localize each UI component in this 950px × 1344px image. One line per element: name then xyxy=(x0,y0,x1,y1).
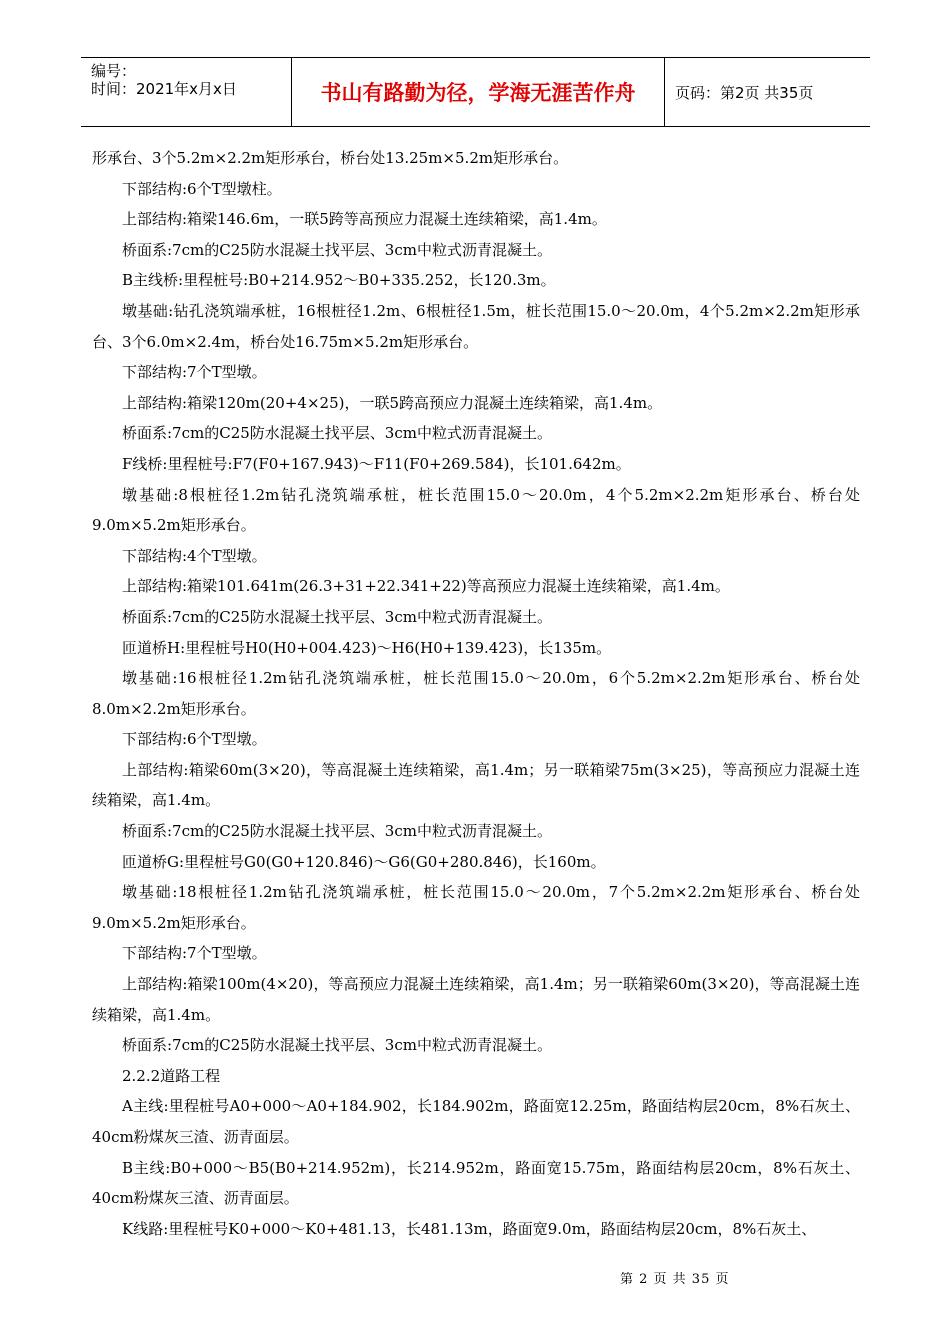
paragraph: 匝道桥G:里程桩号G0(G0+120.846)～G6(G0+280.846)，长160m。 xyxy=(122,852,606,871)
paragraph: 匝道桥H:里程桩号H0(H0+004.423)～H6(H0+139.423)，长135m。 xyxy=(122,638,612,657)
paragraph: 下部结构:7个T型墩。 xyxy=(122,944,267,963)
paragraph: 下部结构:7个T型墩。 xyxy=(122,363,267,382)
paragraph: 上部结构:箱梁101.641m(26.3+31+22.341+22)等高预应力混凝土连续箱梁，高1.4m。 xyxy=(122,577,730,596)
paragraph: 下部结构:4个T型墩。 xyxy=(122,546,267,565)
paragraph: 下部结构:6个T型墩柱。 xyxy=(122,179,282,198)
paragraph: 墩基础:钻孔浇筑端承桩，16根桩径1.2m、6根桩径1.5m，桩长范围15.0～20.0m，4个5.2m×2.2m矩形承台、3个6.0m×2.4m，桥台处16.75m×5.2m矩形承台。 xyxy=(92,301,860,351)
paragraph: 上部结构:箱梁120m(20+4×25)，一联5跨高预应力混凝土连续箱梁，高1.4m。 xyxy=(122,393,663,412)
paragraph: 桥面系:7cm的C25防水混凝土找平层、3cm中粒式沥青混凝土。 xyxy=(122,424,552,443)
paragraph: 上部结构:箱梁100m(4×20)，等高预应力混凝土连续箱梁，高1.4m；另一联箱梁60m(3×20)，等高混凝土连续箱梁，高1.4m。 xyxy=(92,975,860,1024)
page-footer: 第 2 页 共 35 页 xyxy=(620,1272,730,1287)
paragraph: 桥面系:7cm的C25防水混凝土找平层、3cm中粒式沥青混凝土。 xyxy=(122,607,552,626)
paragraph: 墩基础:18根桩径1.2m钻孔浇筑端承桩，桩长范围15.0～20.0m，7个5.2m×2.2m矩形承台、桥台处9.0m×5.2m矩形承台。 xyxy=(92,883,860,932)
document-body xyxy=(92,143,860,1244)
paragraph: 形承台、3个5.2m×2.2m矩形承台，桥台处13.25m×5.2m矩形承台。 xyxy=(92,149,569,167)
paragraph: B主线:B0+000～B5(B0+214.952m)，长214.952m，路面宽15.75m，路面结构层20cm，8%石灰土、40cm粉煤灰三渣、沥青面层。 xyxy=(92,1158,860,1208)
paragraph: 2.2.2道路工程 xyxy=(122,1066,221,1085)
paragraph: 桥面系:7cm的C25防水混凝土找平层、3cm中粒式沥青混凝土。 xyxy=(122,822,552,841)
paragraph: A主线:里程桩号A0+000～A0+184.902，长184.902m，路面宽12.25m，路面结构层20cm，8%石灰土、40cm粉煤灰三渣、沥青面层。 xyxy=(92,1097,860,1146)
paragraph: 下部结构:6个T型墩。 xyxy=(122,730,267,749)
paragraph: 墩基础:8根桩径1.2m钻孔浇筑端承桩，桩长范围15.0～20.0m，4个5.2m×2.2m矩形承台、桥台处9.0m×5.2m矩形承台。 xyxy=(92,485,860,535)
paragraph: 墩基础:16根桩径1.2m钻孔浇筑端承桩，桩长范围15.0～20.0m，6个5.2m×2.2m矩形承台、桥台处8.0m×2.2m矩形承台。 xyxy=(92,669,860,718)
document-time-label: 时间：2021年x月x日 xyxy=(91,80,237,98)
paragraph: K线路:里程桩号K0+000～K0+481.13，长481.13m，路面宽9.0m，路面结构层20cm，8%石灰土、 xyxy=(122,1219,817,1238)
paragraph: 桥面系:7cm的C25防水混凝土找平层、3cm中粒式沥青混凝土。 xyxy=(122,1036,552,1055)
header-page-info: 页码：第2页 共35页 xyxy=(675,83,814,102)
paragraph: 桥面系:7cm的C25防水混凝土找平层、3cm中粒式沥青混凝土。 xyxy=(122,240,552,259)
paragraph: B主线桥:里程桩号:B0+214.952～B0+335.252，长120.3m。 xyxy=(122,271,556,290)
header-slogan: 书山有路勤为径，学海无涯苦作舟 xyxy=(292,58,665,126)
page-header xyxy=(81,57,870,127)
paragraph: 上部结构:箱梁60m(3×20)，等高混凝土连续箱梁，高1.4m；另一联箱梁75m(3×25)，等高预应力混凝土连续箱梁，高1.4m。 xyxy=(92,760,860,810)
document-number-label: 编号： xyxy=(91,62,137,80)
header-meta xyxy=(81,58,292,126)
paragraph: F线桥:里程桩号:F7(F0+167.943)～F11(F0+269.584)，长101.642m。 xyxy=(122,454,631,473)
paragraph: 上部结构:箱梁146.6m，一联5跨等高预应力混凝土连续箱梁，高1.4m。 xyxy=(122,210,607,229)
